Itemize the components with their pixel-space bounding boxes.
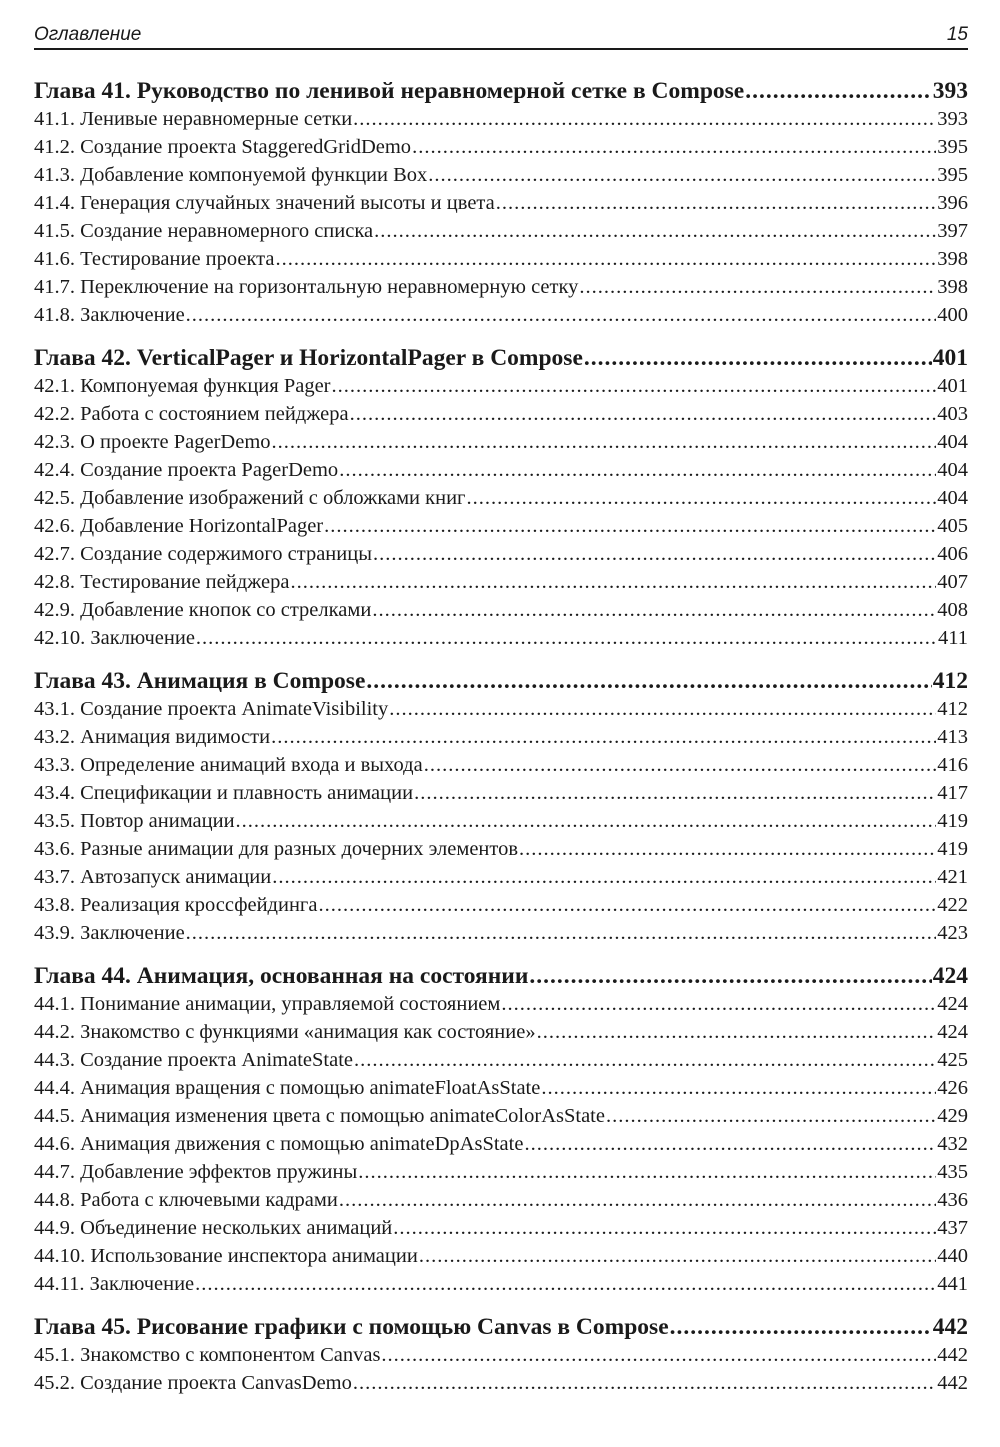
section-entry-page-number: 423 xyxy=(937,922,968,944)
dot-leader xyxy=(353,108,936,131)
section-entry[interactable] xyxy=(34,698,968,726)
section-entry-page-number: 405 xyxy=(937,515,968,537)
section-entry-page-number: 395 xyxy=(937,136,968,158)
section-entry-page-number: 412 xyxy=(937,698,968,720)
dot-leader xyxy=(412,136,936,159)
section-entry[interactable] xyxy=(34,304,968,332)
section-entry[interactable] xyxy=(34,431,968,459)
section-entry-title: 43.1. Создание проекта AnimateVisibility xyxy=(34,698,389,720)
section-entry[interactable] xyxy=(34,726,968,754)
chapter-block xyxy=(34,668,968,950)
section-entry-page-number: 403 xyxy=(937,403,968,425)
dot-leader xyxy=(339,459,936,482)
chapter-heading-title: Глава 43. Анимация в Compose xyxy=(34,668,366,694)
section-entry-title: 41.6. Тестирование проекта xyxy=(34,248,275,270)
dot-leader xyxy=(186,922,937,945)
dot-leader xyxy=(584,345,932,372)
section-entry-page-number: 419 xyxy=(937,810,968,832)
section-entry-title: 44.4. Анимация вращения с помощью animateFloatAsState xyxy=(34,1077,541,1099)
section-entry-title: 43.7. Автозапуск анимации xyxy=(34,866,272,888)
dot-leader xyxy=(324,515,936,538)
section-entry-page-number: 441 xyxy=(937,1273,968,1295)
section-entry-title: 41.7. Переключение на горизонтальную неравномерную сетку xyxy=(34,276,579,298)
section-entry-page-number: 398 xyxy=(937,248,968,270)
dot-leader xyxy=(358,1161,936,1184)
dot-leader xyxy=(272,866,936,889)
dot-leader xyxy=(272,431,937,454)
section-entry-title: 41.5. Создание неравномерного списка xyxy=(34,220,374,242)
dot-leader xyxy=(276,248,937,271)
section-entry[interactable] xyxy=(34,403,968,431)
section-entry-title: 45.2. Создание проекта CanvasDemo xyxy=(34,1372,352,1394)
section-entry[interactable] xyxy=(34,248,968,276)
dot-leader xyxy=(332,375,937,398)
section-entry-page-number: 398 xyxy=(937,276,968,298)
chapter-block xyxy=(34,1314,968,1400)
section-entry-page-number: 440 xyxy=(937,1245,968,1267)
chapter-heading[interactable] xyxy=(34,345,968,375)
chapter-heading-page-number: 393 xyxy=(932,78,968,104)
section-entry-title: 43.2. Анимация видимости xyxy=(34,726,271,748)
section-entry-title: 41.3. Добавление компонуемой функции Box xyxy=(34,164,428,186)
section-entry-title: 42.1. Компонуемая функция Pager xyxy=(34,375,331,397)
section-entry-page-number: 442 xyxy=(937,1372,968,1394)
dot-leader xyxy=(354,1049,936,1072)
section-entry[interactable] xyxy=(34,571,968,599)
section-entry-page-number: 426 xyxy=(937,1077,968,1099)
section-entry[interactable] xyxy=(34,276,968,304)
section-entry[interactable] xyxy=(34,782,968,810)
section-entry-title: 42.8. Тестирование пейджера xyxy=(34,571,290,593)
section-entry[interactable] xyxy=(34,1245,968,1273)
section-entry-title: 43.5. Повтор анимации xyxy=(34,810,235,832)
chapter-heading-page-number: 412 xyxy=(932,668,968,694)
dot-leader xyxy=(374,220,936,243)
section-entry[interactable] xyxy=(34,810,968,838)
section-entry-page-number: 416 xyxy=(937,754,968,776)
section-entry-title: 43.6. Разные анимации для разных дочерних элементов xyxy=(34,838,519,860)
section-entry-page-number: 404 xyxy=(937,459,968,481)
dot-leader xyxy=(381,1344,936,1367)
section-entry-title: 43.3. Определение анимаций входа и выхода xyxy=(34,754,423,776)
section-entry-page-number: 421 xyxy=(937,866,968,888)
chapter-heading-title: Глава 45. Рисование графики с помощью Canvas в Compose xyxy=(34,1314,669,1340)
section-entry-page-number: 424 xyxy=(937,1021,968,1043)
section-entry-title: 42.7. Создание содержимого страницы xyxy=(34,543,372,565)
dot-leader xyxy=(353,1372,936,1395)
dot-leader xyxy=(291,571,937,594)
dot-leader xyxy=(195,1273,936,1296)
section-entry-title: 42.3. О проекте PagerDemo xyxy=(34,431,271,453)
section-entry[interactable] xyxy=(34,108,968,136)
section-entry-title: 44.9. Объединение нескольких анимаций xyxy=(34,1217,393,1239)
section-entry[interactable] xyxy=(34,1021,968,1049)
chapter-heading-page-number: 424 xyxy=(932,963,968,989)
section-entry[interactable] xyxy=(34,164,968,192)
dot-leader xyxy=(606,1105,936,1128)
section-entry-title: 41.1. Ленивые неравномерные сетки xyxy=(34,108,353,130)
chapter-heading[interactable] xyxy=(34,1314,968,1344)
section-entry-page-number: 442 xyxy=(937,1344,968,1366)
section-entry-page-number: 395 xyxy=(937,164,968,186)
table-of-contents xyxy=(34,78,968,1413)
section-entry-page-number: 408 xyxy=(937,599,968,621)
dot-leader xyxy=(372,599,936,622)
section-entry-page-number: 429 xyxy=(937,1105,968,1127)
section-entry[interactable] xyxy=(34,375,968,403)
dot-leader xyxy=(496,192,937,215)
section-entry[interactable] xyxy=(34,627,968,655)
section-entry[interactable] xyxy=(34,1372,968,1400)
dot-leader xyxy=(529,963,931,990)
section-entry[interactable] xyxy=(34,487,968,515)
section-entry-title: 44.5. Анимация изменения цвета с помощью animateColorAsState xyxy=(34,1105,605,1127)
dot-leader xyxy=(466,487,936,510)
dot-leader xyxy=(389,698,936,721)
section-entry[interactable] xyxy=(34,866,968,894)
section-entry[interactable] xyxy=(34,1189,968,1217)
section-entry[interactable] xyxy=(34,136,968,164)
section-entry[interactable] xyxy=(34,1133,968,1161)
dot-leader xyxy=(186,304,937,327)
section-entry-page-number: 424 xyxy=(937,993,968,1015)
section-entry-title: 45.1. Знакомство с компонентом Canvas xyxy=(34,1344,381,1366)
section-entry-title: 41.2. Создание проекта StaggeredGridDemo xyxy=(34,136,412,158)
chapter-block xyxy=(34,78,968,332)
section-entry[interactable] xyxy=(34,1105,968,1133)
dot-leader xyxy=(366,668,931,695)
dot-leader xyxy=(339,1189,936,1212)
chapter-heading-page-number: 401 xyxy=(932,345,968,371)
section-entry-title: 42.4. Создание проекта PagerDemo xyxy=(34,459,339,481)
dot-leader xyxy=(373,543,936,566)
dot-leader xyxy=(501,993,936,1016)
section-entry-page-number: 401 xyxy=(937,375,968,397)
section-entry-title: 42.10. Заключение xyxy=(34,627,195,649)
section-entry[interactable] xyxy=(34,838,968,866)
section-entry-page-number: 435 xyxy=(937,1161,968,1183)
dot-leader xyxy=(419,1245,936,1268)
section-entry[interactable] xyxy=(34,754,968,782)
section-entry-title: 44.10. Использование инспектора анимации xyxy=(34,1245,418,1267)
section-entry[interactable] xyxy=(34,599,968,627)
section-entry[interactable] xyxy=(34,1049,968,1077)
section-entry-page-number: 422 xyxy=(937,894,968,916)
dot-leader xyxy=(670,1314,932,1341)
section-entry-page-number: 436 xyxy=(937,1189,968,1211)
header-title: Оглавление xyxy=(34,24,142,45)
section-entry[interactable] xyxy=(34,894,968,922)
dot-leader xyxy=(271,726,936,749)
dot-leader xyxy=(350,403,937,426)
dot-leader xyxy=(524,1133,936,1156)
section-entry-title: 44.1. Понимание анимации, управляемой состоянием xyxy=(34,993,501,1015)
section-entry[interactable] xyxy=(34,1273,968,1301)
section-entry[interactable] xyxy=(34,515,968,543)
section-entry-title: 41.4. Генерация случайных значений высоты и цвета xyxy=(34,192,495,214)
dot-leader xyxy=(424,754,937,777)
section-entry-title: 44.2. Знакомство с функциями «анимация как состояние» xyxy=(34,1021,536,1043)
chapter-block xyxy=(34,345,968,655)
section-entry-page-number: 432 xyxy=(937,1133,968,1155)
section-entry-page-number: 397 xyxy=(937,220,968,242)
section-entry-title: 44.7. Добавление эффектов пружины xyxy=(34,1161,358,1183)
section-entry-page-number: 437 xyxy=(937,1217,968,1239)
section-entry-page-number: 396 xyxy=(937,192,968,214)
section-entry-title: 44.6. Анимация движения с помощью animateDpAsState xyxy=(34,1133,524,1155)
section-entry[interactable] xyxy=(34,192,968,220)
dot-leader xyxy=(318,894,936,917)
section-entry-title: 42.5. Добавление изображений с обложками книг xyxy=(34,487,466,509)
section-entry[interactable] xyxy=(34,459,968,487)
section-entry[interactable] xyxy=(34,922,968,950)
chapter-heading[interactable] xyxy=(34,963,968,993)
header-page-number: 15 xyxy=(946,24,968,45)
section-entry-page-number: 413 xyxy=(937,726,968,748)
dot-leader xyxy=(579,276,936,299)
chapter-heading-title: Глава 41. Руководство по ленивой неравномерной сетке в Compose xyxy=(34,78,745,104)
section-entry-title: 42.6. Добавление HorizontalPager xyxy=(34,515,324,537)
section-entry[interactable] xyxy=(34,1217,968,1245)
running-header xyxy=(34,20,968,50)
dot-leader xyxy=(541,1077,936,1100)
section-entry-title: 44.8. Работа с ключевыми кадрами xyxy=(34,1189,338,1211)
section-entry-title: 42.9. Добавление кнопок со стрелками xyxy=(34,599,372,621)
section-entry-page-number: 417 xyxy=(937,782,968,804)
section-entry-page-number: 393 xyxy=(937,108,968,130)
chapter-heading-title: Глава 42. VerticalPager и HorizontalPager в Compose xyxy=(34,345,583,371)
section-entry-title: 44.3. Создание проекта AnimateState xyxy=(34,1049,353,1071)
section-entry-title: 44.11. Заключение xyxy=(34,1273,195,1295)
dot-leader xyxy=(745,78,932,105)
chapter-heading[interactable] xyxy=(34,668,968,698)
section-entry[interactable] xyxy=(34,220,968,248)
section-entry-title: 43.9. Заключение xyxy=(34,922,185,944)
section-entry-title: 41.8. Заключение xyxy=(34,304,185,326)
dot-leader xyxy=(428,164,936,187)
section-entry[interactable] xyxy=(34,1344,968,1372)
dot-leader xyxy=(414,782,936,805)
section-entry-page-number: 404 xyxy=(937,431,968,453)
section-entry-page-number: 407 xyxy=(937,571,968,593)
dot-leader xyxy=(393,1217,936,1240)
dot-leader xyxy=(196,627,937,650)
section-entry[interactable] xyxy=(34,993,968,1021)
section-entry[interactable] xyxy=(34,1161,968,1189)
section-entry[interactable] xyxy=(34,1077,968,1105)
dot-leader xyxy=(537,1021,937,1044)
section-entry-page-number: 419 xyxy=(937,838,968,860)
dot-leader xyxy=(236,810,937,833)
chapter-block xyxy=(34,963,968,1301)
dot-leader xyxy=(519,838,936,861)
section-entry[interactable] xyxy=(34,543,968,571)
section-entry-page-number: 411 xyxy=(938,627,968,649)
chapter-heading-page-number: 442 xyxy=(932,1314,968,1340)
section-entry-title: 43.8. Реализация кроссфейдинга xyxy=(34,894,318,916)
section-entry-page-number: 404 xyxy=(937,487,968,509)
section-entry-title: 43.4. Спецификации и плавность анимации xyxy=(34,782,414,804)
section-entry-title: 42.2. Работа с состоянием пейджера xyxy=(34,403,349,425)
section-entry-page-number: 406 xyxy=(937,543,968,565)
chapter-heading[interactable] xyxy=(34,78,968,108)
section-entry-page-number: 425 xyxy=(937,1049,968,1071)
chapter-heading-title: Глава 44. Анимация, основанная на состоянии xyxy=(34,963,529,989)
section-entry-page-number: 400 xyxy=(937,304,968,326)
